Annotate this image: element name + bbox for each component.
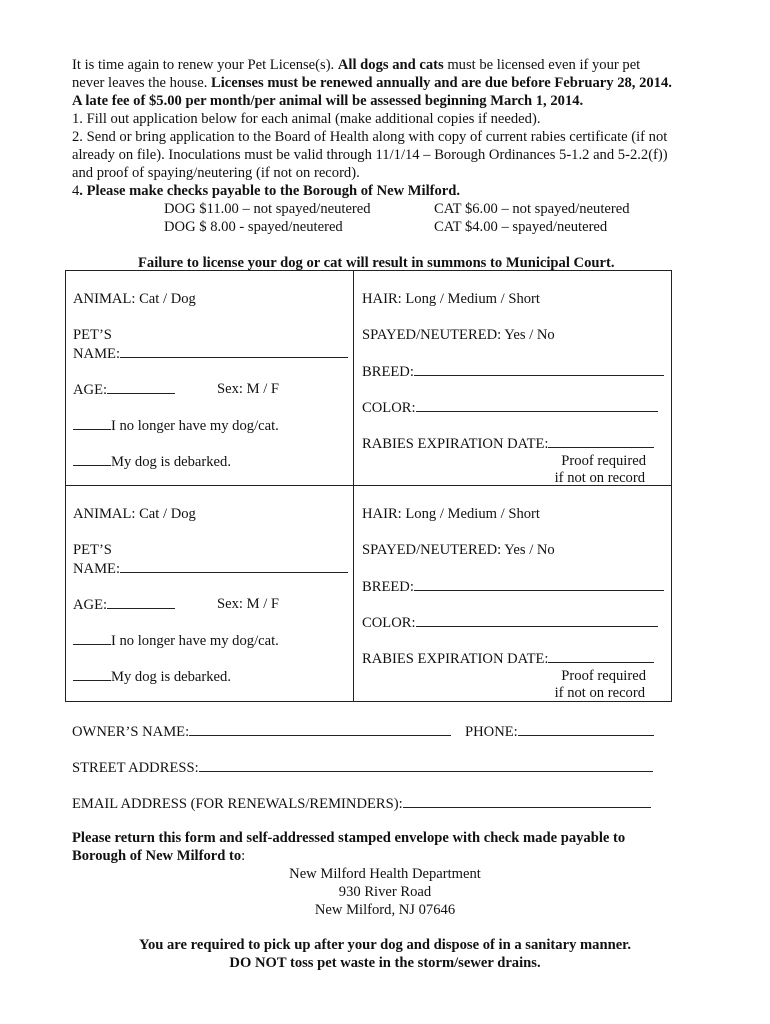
owner-name-label: OWNER’S NAME: [72, 724, 190, 740]
debarked-label: My dog is debarked. [111, 669, 231, 685]
mailing-address-line: New Milford Health Department [289, 866, 481, 882]
age-blank[interactable] [107, 595, 175, 609]
spayed-field[interactable]: SPAYED/NEUTERED: Yes / No [362, 542, 555, 558]
debarked-blank[interactable] [73, 667, 111, 681]
intro-text: It is time again to renew your Pet License(s). [72, 57, 338, 73]
drain-notice: DO NOT toss pet waste in the storm/sewer drains. [229, 955, 541, 971]
instruction-2: 2. Send or bring application to the Board of Health along with copy of current rabies certificate (if not [72, 129, 668, 145]
intro-text: never leaves the house. [72, 75, 211, 91]
owner-name-blank[interactable] [189, 722, 451, 736]
summons-warning: Failure to license your dog or cat will result in summons to Municipal Court. [138, 255, 615, 271]
age-label: AGE: [73, 597, 108, 613]
color-blank[interactable] [416, 398, 658, 412]
sex-field[interactable]: Sex: M / F [217, 596, 280, 612]
phone-label: PHONE: [465, 724, 518, 740]
color-label: COLOR: [362, 615, 416, 631]
fee-dog-unaltered: DOG $11.00 – not spayed/neutered [164, 201, 371, 217]
email-blank[interactable] [403, 794, 651, 808]
proof-note: if not on record [554, 685, 645, 701]
animal-type-field[interactable]: ANIMAL: Cat / Dog [73, 291, 196, 307]
pet-name-blank[interactable] [120, 344, 348, 358]
sex-field[interactable]: Sex: M / F [217, 381, 280, 397]
rabies-date-field[interactable] [362, 434, 654, 453]
fee-cat-unaltered: CAT $6.00 – not spayed/neutered [434, 201, 630, 217]
color-label: COLOR: [362, 400, 416, 416]
column-divider [353, 486, 354, 701]
color-field[interactable] [362, 613, 658, 632]
color-field[interactable] [362, 398, 658, 417]
mailing-address-line: 930 River Road [338, 884, 432, 900]
intro-line-2 [72, 74, 672, 92]
late-fee-notice: A late fee of $5.00 per month/per animal will be assessed beginning March 1, 2014. [72, 93, 584, 109]
instruction-2-cont: already on file). Inoculations must be valid through 11/1/14 – Borough Ordinances 5-1.2 and 5-2.2(f)) [72, 147, 668, 163]
street-address-blank[interactable] [199, 758, 653, 772]
breed-field[interactable] [362, 362, 664, 381]
breed-label: BREED: [362, 364, 414, 380]
instruction-2-cont: and proof of spaying/neutering (if not on record). [72, 165, 360, 181]
phone-field[interactable] [465, 722, 654, 741]
animal-type-field[interactable]: ANIMAL: Cat / Dog [73, 506, 196, 522]
age-field[interactable] [73, 380, 175, 399]
hair-field[interactable]: HAIR: Long / Medium / Short [362, 291, 540, 307]
no-longer-blank[interactable] [73, 416, 111, 430]
breed-blank[interactable] [414, 577, 664, 591]
deadline-notice: Licenses must be renewed annually and are due before February 28, 2014. [211, 75, 672, 91]
debarked-field[interactable] [73, 452, 231, 471]
animal-form-1 [65, 270, 672, 486]
debarked-blank[interactable] [73, 452, 111, 466]
no-longer-label: I no longer have my dog/cat. [111, 418, 279, 434]
owner-name-field[interactable] [72, 722, 451, 741]
intro-emphasis: All dogs and cats [337, 57, 444, 73]
hair-field[interactable]: HAIR: Long / Medium / Short [362, 506, 540, 522]
street-address-field[interactable] [72, 758, 653, 777]
pet-name-field[interactable] [73, 344, 348, 363]
instruction-4 [72, 182, 460, 200]
proof-note: Proof required [561, 453, 646, 469]
instruction-1: 1. Fill out application below for each animal (make additional copies if needed). [72, 111, 541, 127]
pet-name-label: NAME: [73, 561, 121, 577]
payment-instruction: . Please make checks payable to the Borough of New Milford. [79, 183, 461, 199]
no-longer-blank[interactable] [73, 631, 111, 645]
age-label: AGE: [73, 382, 108, 398]
pet-name-field[interactable] [73, 559, 348, 578]
email-label: EMAIL ADDRESS (FOR RENEWALS/REMINDERS): [72, 796, 403, 812]
no-longer-have-field[interactable] [73, 631, 279, 650]
pickup-notice: You are required to pick up after your dog and dispose of in a sanitary manner. [139, 937, 631, 953]
pet-name-label: NAME: [73, 346, 121, 362]
fee-dog-altered: DOG $ 8.00 - spayed/neutered [164, 219, 343, 235]
rabies-label: RABIES EXPIRATION DATE: [362, 436, 549, 452]
rabies-label: RABIES EXPIRATION DATE: [362, 651, 549, 667]
pets-label: PET’S [73, 542, 112, 558]
fee-cat-altered: CAT $4.00 – spayed/neutered [434, 219, 608, 235]
return-instruction: Please return this form and self-addressed stamped envelope with check made payable to [72, 830, 626, 846]
animal-form-2 [65, 486, 672, 702]
return-colon: : [241, 848, 246, 864]
mailing-address-line: New Milford, NJ 07646 [314, 902, 456, 918]
intro-line-1 [72, 56, 640, 74]
rabies-date-field[interactable] [362, 649, 654, 668]
no-longer-have-field[interactable] [73, 416, 279, 435]
email-field[interactable] [72, 794, 651, 813]
rabies-blank[interactable] [548, 649, 654, 663]
return-payee: Borough of New Milford to [72, 848, 242, 864]
spayed-field[interactable]: SPAYED/NEUTERED: Yes / No [362, 327, 555, 343]
age-blank[interactable] [107, 380, 175, 394]
debarked-label: My dog is debarked. [111, 454, 231, 470]
return-instruction-cont [72, 847, 245, 865]
color-blank[interactable] [416, 613, 658, 627]
rabies-blank[interactable] [548, 434, 654, 448]
pet-name-blank[interactable] [120, 559, 348, 573]
proof-note: if not on record [554, 470, 645, 486]
instruction-number: 4 [72, 183, 80, 199]
no-longer-label: I no longer have my dog/cat. [111, 633, 279, 649]
proof-note: Proof required [561, 668, 646, 684]
age-field[interactable] [73, 595, 175, 614]
column-divider [353, 271, 354, 485]
street-address-label: STREET ADDRESS: [72, 760, 199, 776]
breed-field[interactable] [362, 577, 664, 596]
debarked-field[interactable] [73, 667, 231, 686]
pets-label: PET’S [73, 327, 112, 343]
breed-blank[interactable] [414, 362, 664, 376]
phone-blank[interactable] [518, 722, 654, 736]
intro-text: must be licensed even if your pet [443, 57, 641, 73]
breed-label: BREED: [362, 579, 414, 595]
